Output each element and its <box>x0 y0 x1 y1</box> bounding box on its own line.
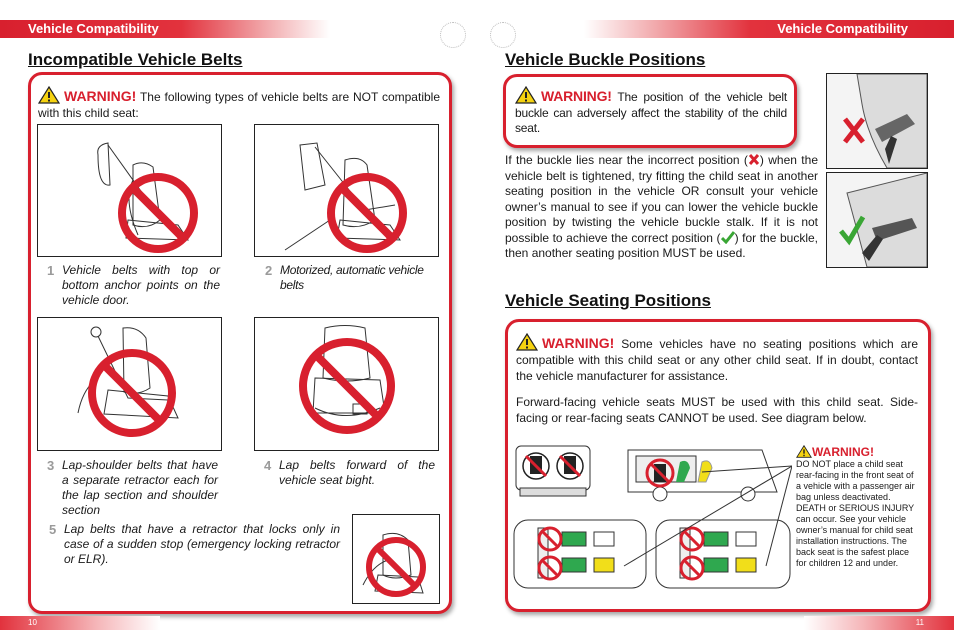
warning-triangle-icon <box>796 445 812 458</box>
prohibited-sign-icon <box>331 177 403 249</box>
caption-5-text: Lap belts that have a retractor that locks only in case of a sudden stop (emergency locking retractor or ELR). <box>64 522 340 566</box>
caption-2 <box>265 263 440 293</box>
van-side-icon <box>628 450 777 501</box>
binding-hole-left <box>440 22 466 48</box>
van-top-view-icon-right <box>656 520 790 588</box>
right-header-bar <box>584 20 954 38</box>
seating-warning-body: Some vehicles have no seating positions which are compatible with this child seat or any other child seat. If in doubt, contact the vehicle manufacturer for assistance. <box>516 337 918 383</box>
caption-1-text: Vehicle belts with top or bottom anchor points on the vehicle door. <box>62 263 220 307</box>
right-page-number: 11 <box>915 618 924 627</box>
caption-5 <box>49 522 340 567</box>
figure-1-door-anchor-belts <box>37 124 222 257</box>
left-header-title: Vehicle Compatibility <box>28 21 159 36</box>
buckle-instructions-part-2: ) when the vehicle belt is tightened, try fitting the child seat in another seating position in the vehicle OR consult your vehicle owner’s manual to see if you can lower the vehicle buckle position by twisting the vehicle buckle stalk. If it is not possible to achieve the correct position ( <box>505 153 818 245</box>
prohibited-sign-icon <box>92 353 172 433</box>
seating-positions-title: Vehicle Seating Positions <box>505 291 711 310</box>
buckle-incorrect-photo <box>826 73 928 169</box>
van-top-view-icon-left <box>514 520 646 588</box>
jeep-front-icon <box>516 446 590 496</box>
warning-triangle-icon <box>515 86 537 104</box>
caption-3 <box>47 458 218 518</box>
caption-2-number: 2 <box>265 263 272 278</box>
left-warning-body: The following types of vehicle belts are NOT compatible with this child seat: <box>38 90 440 120</box>
left-footer-bar <box>0 616 160 630</box>
buckle-positions-title: Vehicle Buckle Positions <box>505 50 706 69</box>
left-page-number: 10 <box>28 618 37 627</box>
incompatible-belts-title: Incompatible Vehicle Belts <box>28 50 243 69</box>
right-header-title: Vehicle Compatibility <box>777 21 908 36</box>
red-x-icon <box>748 153 760 166</box>
buckle-warning-word: WARNING! <box>541 88 612 104</box>
buckle-correct-photo <box>826 172 928 268</box>
green-check-icon <box>721 231 735 244</box>
seating-warning-word: WARNING! <box>542 335 615 351</box>
caption-1 <box>47 263 220 308</box>
warning-triangle-icon <box>38 86 60 104</box>
buckle-warning-text <box>515 86 787 137</box>
buckle-instructions-part-1: If the buckle lies near the incorrect position ( <box>505 153 748 167</box>
airbag-warning-word: WARNING! <box>812 445 874 459</box>
seating-warning-text <box>516 333 918 384</box>
figure-3-separate-retractor-belts <box>37 317 222 451</box>
red-x-icon <box>845 119 863 142</box>
caption-5-number: 5 <box>49 522 57 537</box>
vehicle-seating-diagram <box>512 442 792 602</box>
buckle-instructions <box>505 153 818 262</box>
left-warning-word: WARNING! <box>64 88 137 104</box>
prohibited-sign-icon <box>303 342 391 430</box>
figure-4-lap-belts-forward <box>254 317 439 451</box>
airbag-warning-body: DO NOT place a child seat rear-facing in the front seat of a vehicle with a passenger air bag unless deactivated. DEATH or SERIOUS INJURY can occur. See your vehicle owner’s manual for child seat installation instructions. The back seat is the safest place for children 12 and under. <box>796 459 915 568</box>
warning-triangle-icon <box>516 333 538 351</box>
caption-3-number: 3 <box>47 458 55 473</box>
caption-4-number: 4 <box>264 458 272 473</box>
figure-2-motorized-belts <box>254 124 439 257</box>
seating-instructions: Forward-facing vehicle seats MUST be used with this child seat. Side-facing or rear-facing seats CANNOT be used. See diagram below. <box>516 395 918 425</box>
left-header-bar <box>0 20 330 38</box>
caption-2-text: Motorized, automatic vehicle belts <box>280 263 424 292</box>
airbag-warning <box>796 445 920 569</box>
buckle-warning-body: The position of the vehicle belt buckle can adversely affect the stability of the child seat. <box>515 90 787 135</box>
caption-4 <box>264 458 435 488</box>
prohibited-sign-icon <box>369 540 423 594</box>
buckle-instructions-part-3: ) for the buckle, then another seating position MUST be used. <box>505 230 818 260</box>
right-footer-bar <box>804 616 954 630</box>
binding-hole-right <box>490 22 516 48</box>
left-warning-text <box>38 86 440 121</box>
caption-1-number: 1 <box>47 263 55 278</box>
caption-4-text: Lap belts forward of the vehicle seat bight. <box>279 458 435 487</box>
caption-3-text: Lap-shoulder belts that have a separate retractor each for the lap section and shoulder section <box>62 458 218 517</box>
figure-5-elr-belts <box>352 514 440 604</box>
